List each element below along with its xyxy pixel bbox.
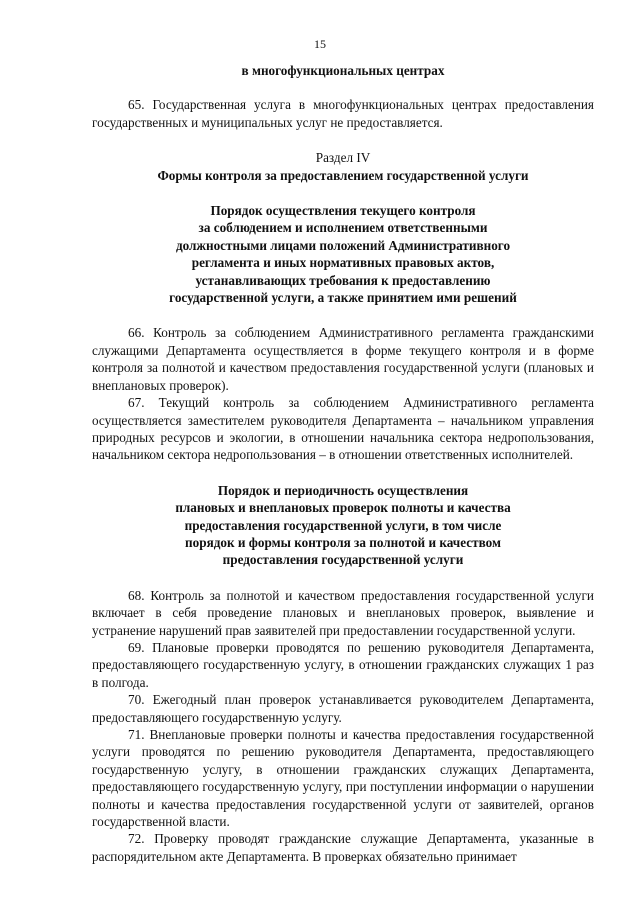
paragraph-70: 70. Ежегодный план проверок устанавливается руководителем Департамента, предоставляющего государственную услугу.: [92, 692, 594, 725]
paragraph-65: 65. Государственная услуга в многофункциональных центрах предоставления государственных и муниципальных услуг не предоставляется.: [92, 97, 594, 130]
paragraph-72: 72. Проверку проводят гражданские служащие Департамента, указанные в распорядительном акте Департамента. В проверках обязательно принимает: [92, 831, 594, 864]
document-body: [92, 62, 594, 865]
subheading-line: должностными лицами положений Административного: [175, 237, 511, 253]
paragraph-68: 68. Контроль за полнотой и качеством предоставления государственной услуги включает в себя проведение плановых и внеплановых проверок, выявление и устранение нарушений прав заявителей при предоставлении государственной услуги.: [92, 587, 594, 638]
subheading-line: Порядок и периодичность осуществления: [217, 482, 469, 498]
subheading-line: предоставления государственной услуги, в том числе: [184, 517, 502, 533]
section-title: Формы контроля за предоставлением государственной услуги: [157, 167, 529, 183]
section-label: Раздел IV: [315, 150, 371, 166]
subheading-current-control: [92, 202, 594, 306]
subheading-line: за соблюдением и исполнением ответственными: [198, 220, 488, 236]
paragraph-69: 69. Плановые проверки проводятся по решению руководителя Департамента, предоставляющего государственную услугу, в отношении гражданских служащих 1 раз в полгода.: [92, 639, 594, 690]
subheading-line: порядок и формы контроля за полнотой и качеством: [185, 534, 501, 550]
subheading-line: регламента и иных нормативных правовых актов,: [191, 255, 495, 271]
subheading-line: государственной услуги, а также принятием ими решений: [169, 290, 517, 306]
subheading-line: плановых и внеплановых проверок полноты и качества: [175, 500, 511, 516]
paragraph-67: 67. Текущий контроль за соблюдением Административного регламента осуществляется заместителем руководителя Департамента – начальником управления природных ресурсов и экологии, в отношении начальника сектора недропользования, начальником сектора недропользования – в отношении ответственных исполнителей.: [92, 395, 594, 463]
page-number: 15: [314, 37, 326, 51]
subheading-line: устанавливающих требования к предоставлению: [195, 272, 491, 288]
subheading-line: Порядок осуществления текущего контроля: [210, 203, 476, 219]
subheading-inspections: [92, 482, 594, 569]
paragraph-71: 71. Внеплановые проверки полноты и качества предоставления государственной услуги проводятся по решению руководителя Департамента, предоставляющего государственную услугу, в отношении гражданских служащих Департамента, предоставляющего государственную услугу, при поступлении информации о нарушении полноты и качества предоставления государственной услуги от заявителей, органов государственной власти.: [92, 727, 594, 830]
top-heading: в многофункциональных центрах: [241, 63, 445, 78]
paragraph-66: 66. Контроль за соблюдением Административного регламента гражданскими служащими Департамента осуществляется в форме текущего контроля и в форме контроля за полнотой и качеством предоставления государственной услуги (плановых и внеплановых проверок).: [92, 325, 594, 393]
subheading-line: предоставления государственной услуги: [222, 552, 464, 568]
